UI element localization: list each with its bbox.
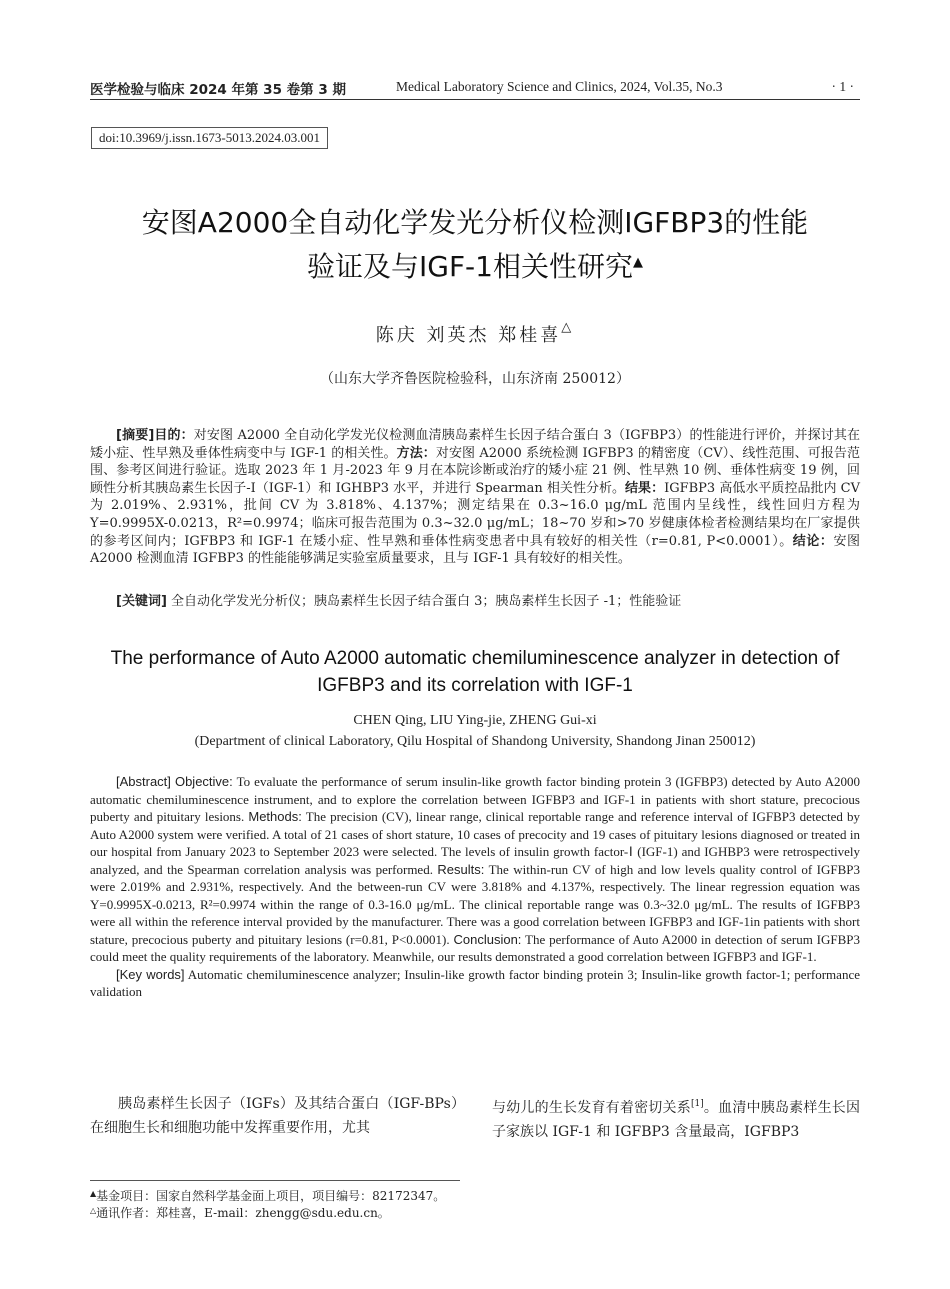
page-number: · 1 · <box>831 79 854 94</box>
author-names-cn: 陈庆 刘英杰 郑桂喜 <box>375 325 562 346</box>
keywords-label-cn: [关键词] <box>116 594 167 609</box>
objective-label-en: Objective: <box>174 774 233 789</box>
abstract-en <box>90 773 860 1001</box>
corresponding-mark: △ <box>561 320 575 335</box>
footnote-funding-text: 基金项目：国家自然科学基金面上项目，项目编号：82172347。 <box>96 1189 446 1203</box>
corresponding-mark-footnote: △ <box>90 1206 97 1215</box>
running-header <box>90 76 860 100</box>
affiliation-en: (Department of clinical Laboratory, Qilu Hospital of Shandong University, Shandong Jinan 250012) <box>194 734 756 749</box>
footnote-correspondence <box>90 1204 860 1221</box>
citation-ref[interactable]: [1] <box>690 1099 704 1109</box>
keywords-text-cn: 全自动化学发光分析仪；胰岛素样生长因子结合蛋白 3；胰岛素样生长因子 -1；性能验证 <box>171 594 682 609</box>
results-label-en: Results: <box>437 861 485 877</box>
title-en-line2: IGFBP3 and its correlation with IGF-1 <box>317 675 633 696</box>
doi-box[interactable]: doi:10.3969/j.issn.1673-5013.2024.03.001 <box>91 127 328 149</box>
abstract-cn <box>90 427 860 568</box>
body-right-text-b: 。血清中胰岛素样生长因子家族以 IGF-1 和 IGFBP3 含量最高，IGFBP3 <box>492 1100 861 1140</box>
title-cn-line2: 验证及与IGF-1相关性研究 <box>307 250 633 283</box>
title-en-line1: The performance of Auto A2000 automatic chemiluminescence analyzer in detection of <box>110 648 840 669</box>
abstract-objective-en: To evaluate the performance of serum insulin-like growth factor binding protein 3 (IGFBP3) detected by Auto A2000 automatic chemiluminescence instrument, and to explore the correlation between IGFBP3 and IGF-1 in patients with short stature, precocious puberty and pituitary lesions. <box>90 774 860 824</box>
conclusion-label-en: Conclusion: <box>453 931 522 947</box>
body-right-text-a: 与幼儿的生长发育有着密切关系 <box>492 1100 691 1116</box>
title-cn-line1: 安图A2000全自动化学发光分析仪检测IGFBP3的性能 <box>141 206 809 239</box>
affiliation-cn: （山东大学齐鲁医院检验科，山东济南 250012） <box>320 371 630 387</box>
abstract-conclusion-cn: 安图 A2000 检测血清 IGFBP3 的性能能够满足实验室质量要求，且与 IGF-1 具有较好的相关性。 <box>90 533 860 567</box>
abstract-label-cn: [摘要]目的： <box>116 428 194 443</box>
fund-mark-footnote: ▲ <box>90 1189 97 1198</box>
title-cn <box>60 203 890 287</box>
body-column-left: 胰岛素样生长因子（IGFs）及其结合蛋白（IGF-BPs）在细胞生长和细胞功能中发挥重要作用，尤其 <box>90 1096 458 1136</box>
methods-label-en: Methods: <box>248 809 302 824</box>
abstract-conclusion-en: The performance of Auto A2000 in detection of serum IGFBP3 could meet the quality requirements of the laboratory. Meanwhile, our results demonstrated a good correlation between IGFBP3 and IGF-1. <box>90 931 860 964</box>
abstract-objective-cn: 对安图 A2000 全自动化学发光仪检测血清胰岛素样生长因子结合蛋白 3（IGFBP3）的性能进行评价，并探讨其在矮小症、性早熟及垂体性病变中与 IGF-1 的相关性。 <box>90 428 860 461</box>
keywords-label-en: [Key words] <box>116 966 185 982</box>
abstract-label-en: [Abstract] <box>116 774 171 789</box>
journal-name-en: Medical Laboratory Science and Clinics, 2024, Vol.35, No.3 <box>396 79 723 94</box>
abstract-methods-en: The precision (CV), linear range, clinical reportable range and reference interval of IGFBP3 detected by Auto A2000 system were verified. A total of 21 cases of short stature, 10 cases of precocity and 19 cases of pituitary lesions diagnosed or treated in our hospital from January 2023 to September 2023 were selected. The levels of insulin growth factor-Ⅰ (IGF-1) and IGHBP3 were retrospectively analyzed, and the Spearman correlation analysis was performed. <box>90 809 861 877</box>
footnote-divider <box>90 1180 460 1181</box>
keywords-text-en: Automatic chemiluminescence analyzer; Insulin-like growth factor binding protein 3; Insulin-like growth factor-1; performance validation <box>90 966 860 999</box>
abstract-results-en: The within-run CV of high and low levels quality control of IGFBP3 were 2.019% and 2.931%, respectively. And the between-run CV were 3.818% and 4.137%, respectively. The linear regression equation was Y=0.9995X-0.0213, R²=0.9974 within the range of 0.3-16.0 μg/mL. The clinical reportable range was 0.3~32.0 μg/mL. The results of IGFBP3 were all within the reference interval provided by the manufacturer. There was a good correlation between IGFBP3 and IGF-1in patients with short stature, precocious puberty and pituitary lesions (r=0.81, P<0.0001). <box>90 861 861 947</box>
footnote-funding <box>90 1187 860 1204</box>
authors-en: CHEN Qing, LIU Ying-jie, ZHENG Gui-xi <box>353 713 597 728</box>
fund-mark: ▲ <box>632 255 643 270</box>
journal-name-cn: 医学检验与临床 2024 年第 35 卷第 3 期 <box>90 82 346 98</box>
body-column-right <box>492 1092 860 1144</box>
abstract-methods-cn: 对安图 A2000 系统检测 IGFBP3 的精密度（CV）、线性范围、可报告范围、参考区间进行验证。选取 2023 年 1 月-2023 年 9 月在本院诊断或治疗的矮小症 21 例、性早熟 10 例、垂体性病变 19 例，回顾性分析其胰岛素生长因子-Ⅰ（IGF-1）和 IGHBP3 水平，并进行 Spearman 相关性分析。 <box>90 445 860 496</box>
authors-cn <box>0 320 950 347</box>
abstract-results-cn: IGFBP3 高低水平质控品批内 CV 为 2.019%、2.931%，批间 CV 为 3.818%、4.137%；测定结果在 0.3~16.0 μg/mL 范围内呈线性，线性回归方程为 Y=0.9995X-0.0213，R²=0.9974；临床可报告范围为 0.3~32.0 μg/mL；18~70 岁和>70 岁健康体检者检测结果均在厂家提供的参考区间内；IGFBP3 和 IGF-1 在矮小症、性早熟和垂体性病变患者中具有较好的相关性（r=0.81, P<0.0001）。 <box>90 480 860 549</box>
footnote-correspondence-text[interactable]: 通讯作者：郑桂喜，E-mail：zhengg@sdu.edu.cn。 <box>96 1206 390 1220</box>
conclusion-label-cn: 结论： <box>792 533 834 549</box>
keywords-cn <box>90 590 860 609</box>
methods-label-cn: 方法： <box>396 445 436 461</box>
title-en <box>70 645 880 699</box>
results-label-cn: 结果： <box>625 480 665 496</box>
